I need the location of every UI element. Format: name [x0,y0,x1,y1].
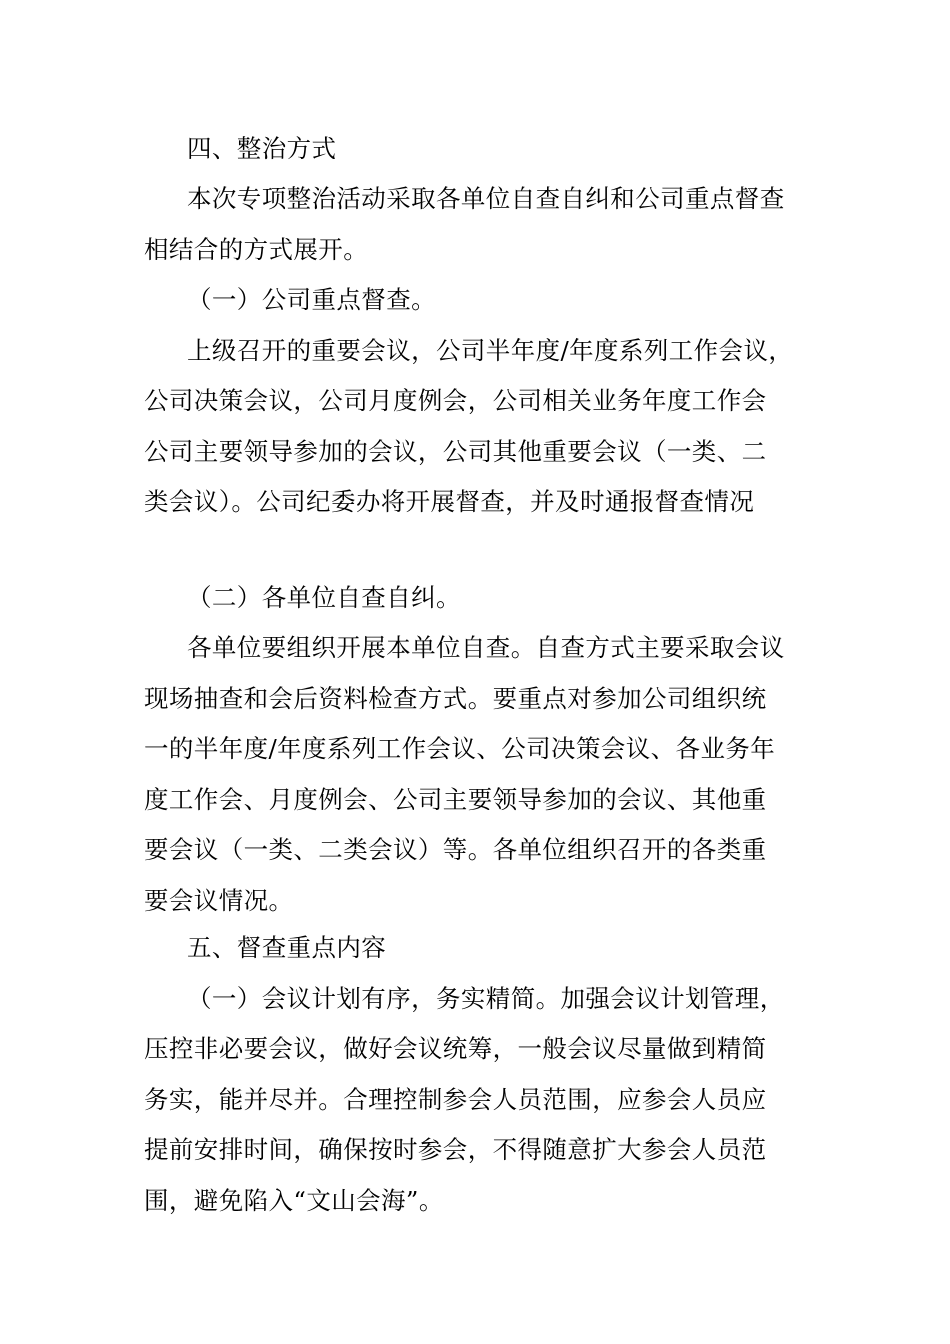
paragraph-line: 各单位要组织开展本单位自查。自查方式主要采取会议 [187,633,785,662]
paragraph-line: 公司决策会议，公司月度例会，公司相关业务年度工作会 [144,386,767,415]
paragraph-line: 一的半年度/年度系列工作会议、公司决策会议、各业务年 [144,734,776,763]
paragraph-line: 度工作会、月度例会、公司主要领导参加的会议、其他重 [144,785,767,814]
paragraph-line: 围，避免陷入“文山会海”。 [144,1186,444,1215]
section-heading-5: 五、督查重点内容 [187,933,387,962]
paragraph-line: 公司主要领导参加的会议，公司其他重要会议（一类、二 [144,437,767,466]
paragraph-line: 压控非必要会议，做好会议统筹，一般会议尽量做到精简 [144,1034,767,1063]
paragraph-line: 类会议）。公司纪委办将开展督查，并及时通报督查情况 [144,487,755,516]
paragraph-line: （一）会议计划有序，务实精简。加强会议计划管理， [187,984,785,1013]
paragraph-line: 现场抽查和会后资料检查方式。要重点对参加公司组织统 [144,684,767,713]
subsection-heading-1: （一）公司重点督查。 [187,285,436,314]
paragraph-line: 务实，能并尽并。合理控制参会人员范围，应参会人员应 [144,1085,767,1114]
paragraph-line: 上级召开的重要会议，公司半年度/年度系列工作会议， [187,336,794,365]
paragraph-line: 本次专项整治活动采取各单位自查自纠和公司重点督查 [187,184,785,213]
paragraph-line: 提前安排时间，确保按时参会，不得随意扩大参会人员范 [144,1135,767,1164]
paragraph-line: 要会议情况。 [144,886,294,915]
section-heading-4: 四、整治方式 [187,134,337,163]
paragraph-line: 相结合的方式展开。 [144,235,369,264]
paragraph-line: 要会议（一类、二类会议）等。各单位组织召开的各类重 [144,835,767,864]
subsection-heading-2: （二）各单位自查自纠。 [187,583,461,612]
